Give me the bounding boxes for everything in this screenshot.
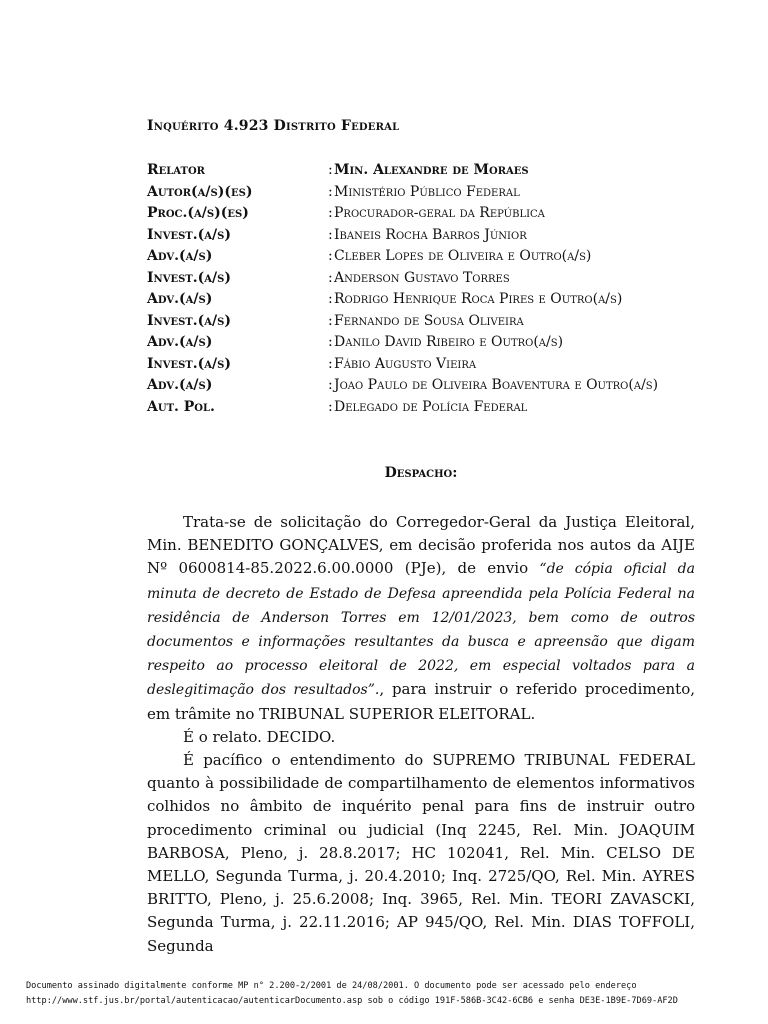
party-colon: : (328, 334, 333, 350)
party-row-investigated (147, 225, 695, 247)
party-role: Relator (147, 162, 205, 178)
party-row-relator (147, 160, 695, 182)
party-value: Fernando de Sousa Oliveira (334, 312, 524, 329)
paragraph-text: Trata-se de solicitação do Corregedor-Geral da Justiça Eleitoral, Min. BENEDITO GONÇALVES, em decisão proferida nos autos da AIJE Nº 0600814-85.2022.6.00.0000 (PJe), de envio (147, 513, 695, 578)
party-role: Aut. Pol. (147, 398, 215, 415)
paragraph-text: , para instruir o referido procedimento, em trâmite no TRIBUNAL SUPERIOR ELEITORAL. (147, 680, 695, 723)
party-value: Rodrigo Henrique Roca Pires e Outro(a/s) (334, 291, 623, 307)
parties-list (147, 160, 695, 418)
party-role: Adv.(a/s) (147, 377, 213, 393)
party-role: Invest.(a/s) (147, 355, 231, 372)
party-row-lawyer (147, 375, 695, 397)
party-colon: : (328, 248, 333, 264)
party-role: Invest.(a/s) (147, 226, 231, 243)
party-colon: : (328, 377, 333, 393)
party-colon: : (328, 291, 333, 307)
quoted-request: “de cópia oficial da minuta de decreto de Estado de Defesa apreendida pela Polícia Federal na residência de Anderson Torres em 12/01/2023, bem como de outros documentos e informações resultantes da busca e apreensão que digam respeito ao processo eleitoral de 2022, em especial voltados para a deslegitimação dos resultados”. (147, 561, 695, 699)
party-role: Adv.(a/s) (147, 334, 213, 350)
section-heading: Despacho: (384, 465, 458, 481)
party-role: Proc.(a/s)(es) (147, 205, 249, 221)
party-value: Ministério Público Federal (334, 183, 520, 200)
party-value: Ibaneis Rocha Barros Júnior (334, 226, 527, 243)
party-role: Adv.(a/s) (147, 291, 213, 307)
party-colon: : (328, 355, 333, 372)
party-role: Invest.(a/s) (147, 312, 231, 329)
party-row-prosecutor (147, 203, 695, 225)
party-colon: : (328, 205, 333, 221)
party-colon: : (328, 183, 333, 200)
party-row-lawyer (147, 246, 695, 268)
party-row-lawyer (147, 332, 695, 354)
party-colon: : (328, 398, 333, 415)
party-row-lawyer (147, 289, 695, 311)
footer-line: Documento assinado digitalmente conforme MP n° 2.200-2/2001 de 24/08/2001. O documento pode ser acessado pelo endereço (26, 981, 637, 991)
party-row-author (147, 182, 695, 204)
party-value: Procurador-geral da República (334, 205, 545, 221)
party-row-investigated (147, 354, 695, 376)
party-role: Adv.(a/s) (147, 248, 213, 264)
party-value: Joao Paulo de Oliveira Boaventura e Outro(a/s) (334, 377, 659, 393)
party-value: Anderson Gustavo Torres (334, 269, 510, 286)
party-colon: : (328, 226, 333, 243)
body-text (147, 511, 695, 958)
paragraph-request (147, 511, 695, 726)
party-colon: : (328, 162, 333, 178)
party-row-police-authority (147, 397, 695, 419)
party-colon: : (328, 312, 333, 329)
digital-signature-footer (26, 979, 746, 1009)
party-value: Fábio Augusto Vieira (334, 355, 477, 372)
party-colon: : (328, 269, 333, 286)
party-row-investigated (147, 311, 695, 333)
case-title: Inquérito 4.923 Distrito Federal (147, 118, 400, 134)
party-value: Cleber Lopes de Oliveira e Outro(a/s) (334, 248, 592, 264)
paragraph-report: É o relato. DECIDO. (183, 727, 336, 746)
footer-line: http://www.stf.jus.br/portal/autenticacao/autenticarDocumento.asp sob o código 191F-586B-3C42-6CB6 e senha DE3E-1B9E-7D69-AF2D (26, 996, 678, 1006)
party-value: Danilo David Ribeiro e Outro(a/s) (334, 334, 564, 350)
party-value: Min. Alexandre de Moraes (334, 162, 529, 178)
paragraph-decision: É pacífico o entendimento do SUPREMO TRIBUNAL FEDERAL quanto à possibilidade de compartilhamento de elementos informativos colhidos no âmbito de inquérito penal para fins de instruir outro procedimento criminal ou judicial (Inq 2245, Rel. Min. JOAQUIM BARBOSA, Pleno, j. 28.8.2017; HC 102041, Rel. Min. CELSO DE MELLO, Segunda Turma, j. 20.4.2010; Inq. 2725/QO, Rel. Min. AYRES BRITTO, Pleno, j. 25.6.2008; Inq. 3965, Rel. Min. TEORI ZAVASCKI, Segunda Turma, j. 22.11.2016; AP 945/QO, Rel. Min. DIAS TOFFOLI, Segunda (147, 751, 695, 955)
party-role: Invest.(a/s) (147, 269, 231, 286)
party-row-investigated (147, 268, 695, 290)
party-value: Delegado de Polícia Federal (334, 398, 528, 415)
party-role: Autor(a/s)(es) (147, 183, 253, 200)
